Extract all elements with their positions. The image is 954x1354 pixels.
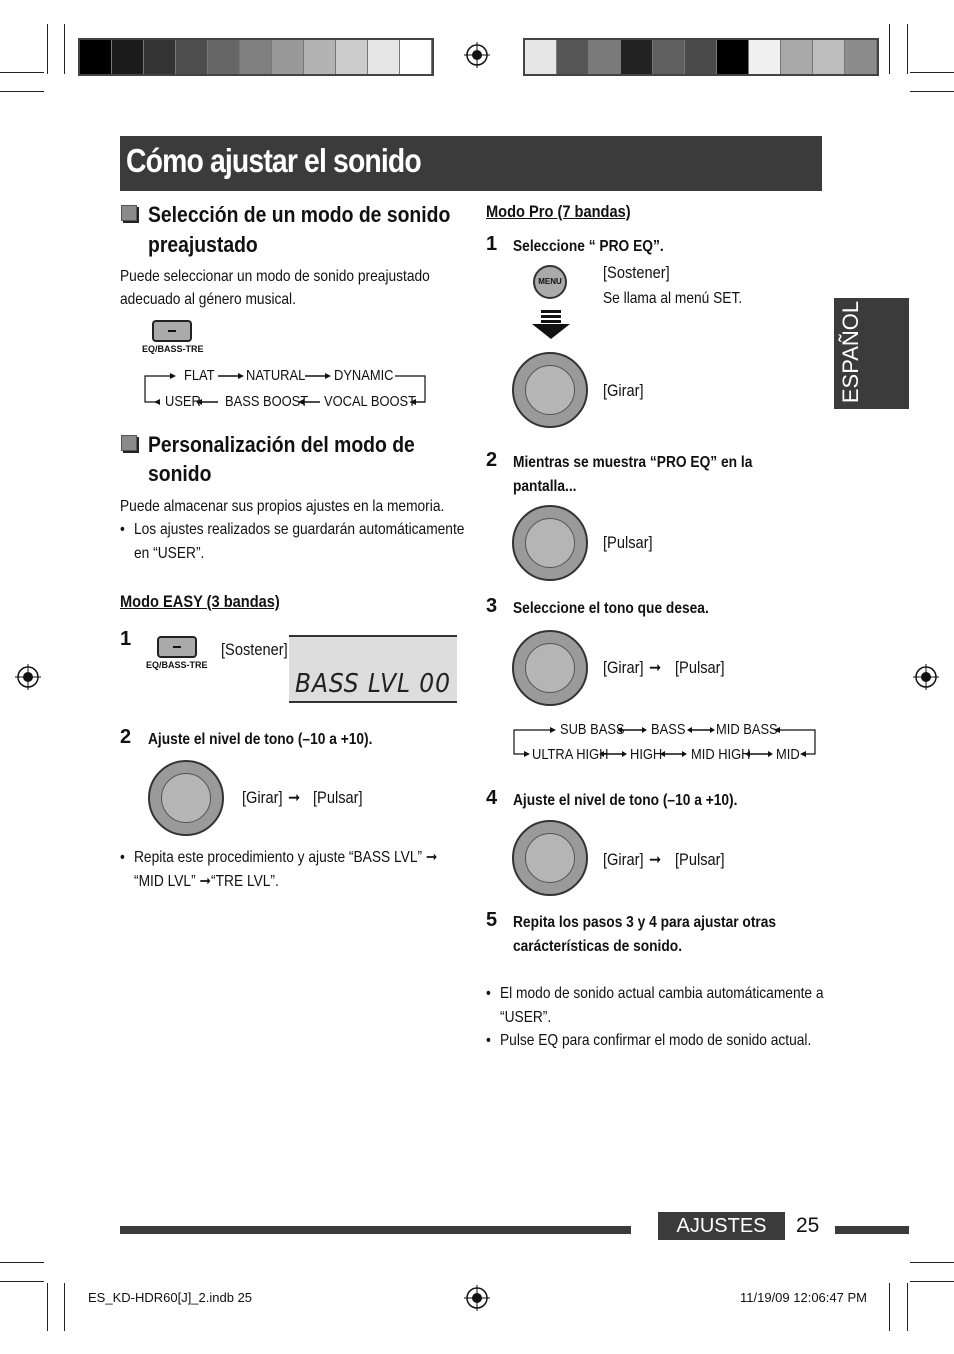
mode-label: USER xyxy=(165,393,201,410)
color-swatch xyxy=(208,40,240,74)
band-label: BASS xyxy=(651,721,686,738)
color-swatch xyxy=(685,40,717,74)
crop-mark xyxy=(47,1283,48,1331)
press-label: [Pulsar] xyxy=(603,533,653,552)
crop-mark xyxy=(910,1262,954,1263)
color-swatch xyxy=(400,40,432,74)
page-number: 25 xyxy=(796,1214,820,1237)
crop-mark xyxy=(889,1283,890,1331)
control-dial-icon[interactable] xyxy=(512,505,588,581)
lcd-text: BASS LVL 00 xyxy=(295,669,451,699)
bullet-text: en “USER”. xyxy=(134,545,205,562)
bullet-text: “MID LVL” ➞“TRE LVL”. xyxy=(134,873,279,890)
step-number: 1 xyxy=(486,233,498,255)
crop-mark xyxy=(0,72,44,73)
turn-label: [Girar] xyxy=(603,658,644,677)
bullet-dot: • xyxy=(486,1032,491,1049)
section-heading: Personalización del modo de xyxy=(148,432,415,457)
section-bullet-icon xyxy=(121,435,137,451)
crop-mark xyxy=(0,1262,44,1263)
step-number: 5 xyxy=(486,909,498,931)
color-swatch xyxy=(176,40,208,74)
crop-mark xyxy=(64,24,65,74)
color-swatch xyxy=(845,40,877,74)
print-date: 11/19/09 12:06:47 PM xyxy=(740,1290,867,1305)
footer-rule xyxy=(835,1226,909,1234)
language-tab-label: ESPAÑOL xyxy=(838,300,863,404)
crop-mark xyxy=(0,1281,44,1282)
mode-label: NATURAL xyxy=(246,367,306,384)
color-swatch xyxy=(525,40,557,74)
turn-label: [Girar] xyxy=(242,788,283,807)
press-label: [Pulsar] xyxy=(675,850,725,869)
color-swatch xyxy=(112,40,144,74)
color-swatch xyxy=(621,40,653,74)
bullet-dot: • xyxy=(120,849,125,866)
file-info: ES_KD-HDR60[J]_2.indb 25 xyxy=(88,1290,253,1305)
section-heading: sonido xyxy=(148,461,212,486)
control-dial-icon[interactable] xyxy=(148,760,224,836)
hold-label: [Sostener] xyxy=(221,640,288,659)
language-tab xyxy=(834,298,909,409)
crop-mark xyxy=(910,72,954,73)
lcd-display xyxy=(289,635,457,703)
mode-label: VOCAL BOOST xyxy=(324,393,417,410)
eq-bass-tre-button[interactable] xyxy=(142,320,204,354)
section-label: AJUSTES xyxy=(658,1212,785,1240)
color-calibration-bar-right xyxy=(523,38,879,76)
menu-button-label: MENU xyxy=(538,277,562,286)
color-swatch xyxy=(813,40,845,74)
turn-label: [Girar] xyxy=(603,381,644,400)
step-text: Seleccione el tono que desea. xyxy=(513,600,709,617)
arrow-right-icon: ➞ xyxy=(649,850,662,869)
step-number: 4 xyxy=(486,787,498,809)
registration-mark-icon xyxy=(15,664,41,690)
turn-label: [Girar] xyxy=(603,850,644,869)
paragraph: adecuado al género musical. xyxy=(120,291,296,308)
eq-button-label: EQ/BASS-TRE xyxy=(142,344,204,354)
section-heading: Selección de un modo de sonido xyxy=(148,202,451,227)
bullet-dot: • xyxy=(486,985,491,1002)
arrow-right-icon: ➞ xyxy=(649,658,662,677)
arrow-right-icon: ➞ xyxy=(288,788,301,807)
eq-button-label: EQ/BASS-TRE xyxy=(146,660,208,670)
registration-mark-icon xyxy=(913,664,939,690)
band-label: SUB BASS xyxy=(560,721,625,738)
press-label: [Pulsar] xyxy=(313,788,363,807)
control-dial-icon[interactable] xyxy=(512,630,588,706)
paragraph: Puede seleccionar un modo de sonido preajustado xyxy=(120,268,430,285)
band-label: HIGH xyxy=(630,746,663,763)
mode-label: DYNAMIC xyxy=(334,367,394,384)
control-dial-icon[interactable] xyxy=(512,352,588,428)
crop-mark xyxy=(47,24,48,74)
step-text: Ajuste el nivel de tono (–10 a +10). xyxy=(148,731,373,748)
crop-mark xyxy=(64,1283,65,1331)
bullet-text: “USER”. xyxy=(500,1009,552,1026)
subheading-easy: Modo EASY (3 bandas) xyxy=(120,592,280,611)
eq-bass-tre-button[interactable] xyxy=(146,636,208,670)
crop-mark xyxy=(910,91,954,92)
step-text: carácterísticas de sonido. xyxy=(513,938,683,955)
step-number: 1 xyxy=(120,628,132,650)
page-title-bar xyxy=(120,136,822,191)
color-swatch xyxy=(272,40,304,74)
mode-label: FLAT xyxy=(184,367,215,384)
color-swatch xyxy=(368,40,400,74)
registration-mark-icon xyxy=(464,42,490,68)
color-swatch xyxy=(749,40,781,74)
menu-button[interactable] xyxy=(533,265,567,299)
menu-note: Se llama al menú SET. xyxy=(603,290,743,307)
color-swatch xyxy=(589,40,621,74)
color-swatch xyxy=(653,40,685,74)
color-swatch xyxy=(304,40,336,74)
paragraph: Puede almacenar sus propios ajustes en la memoria. xyxy=(120,498,445,515)
step-text: Ajuste el nivel de tono (–10 a +10). xyxy=(513,792,738,809)
bullet-text: Repita este procedimiento y ajuste “BASS LVL” ➞ xyxy=(134,849,438,866)
crop-mark xyxy=(0,91,44,92)
crop-mark xyxy=(910,1281,954,1282)
crop-mark xyxy=(907,24,908,74)
arrow-down-icon xyxy=(532,310,570,340)
step-number: 2 xyxy=(486,449,498,471)
color-swatch xyxy=(557,40,589,74)
color-calibration-bar-left xyxy=(78,38,434,76)
press-label: [Pulsar] xyxy=(675,658,725,677)
bullet-text: Pulse EQ para confirmar el modo de sonido actual. xyxy=(500,1032,812,1049)
step-text: Seleccione “ PRO EQ”. xyxy=(513,238,664,255)
step-number: 2 xyxy=(120,726,132,748)
step-text: Mientras se muestra “PRO EQ” en la xyxy=(513,454,753,471)
section-bullet-icon xyxy=(121,205,137,221)
band-label: MID HIGH xyxy=(691,746,751,763)
step-text: Repita los pasos 3 y 4 para ajustar otras xyxy=(513,914,777,931)
band-label: ULTRA HIGH xyxy=(532,746,609,763)
bullet-text: El modo de sonido actual cambia automáticamente a xyxy=(500,985,824,1002)
footer-rule xyxy=(120,1226,631,1234)
section-heading: preajustado xyxy=(148,232,258,257)
hold-label: [Sostener] xyxy=(603,263,670,282)
band-label: MID BASS xyxy=(716,721,778,738)
crop-mark xyxy=(889,24,890,74)
band-label: MID xyxy=(776,746,800,763)
control-dial-icon[interactable] xyxy=(512,820,588,896)
color-swatch xyxy=(144,40,176,74)
step-text: pantalla... xyxy=(513,478,577,495)
color-swatch xyxy=(240,40,272,74)
color-swatch xyxy=(336,40,368,74)
color-swatch xyxy=(717,40,749,74)
bullet-dot: • xyxy=(120,521,125,538)
subheading-pro: Modo Pro (7 bandas) xyxy=(486,202,631,221)
step-number: 3 xyxy=(486,595,498,617)
crop-mark xyxy=(907,1283,908,1331)
registration-mark-icon xyxy=(464,1285,490,1311)
bullet-text: Los ajustes realizados se guardarán automáticamente xyxy=(134,521,465,538)
mode-label: BASS BOOST xyxy=(225,393,309,410)
page-title: Cómo ajustar el sonido xyxy=(126,142,421,179)
color-swatch xyxy=(80,40,112,74)
color-swatch xyxy=(781,40,813,74)
